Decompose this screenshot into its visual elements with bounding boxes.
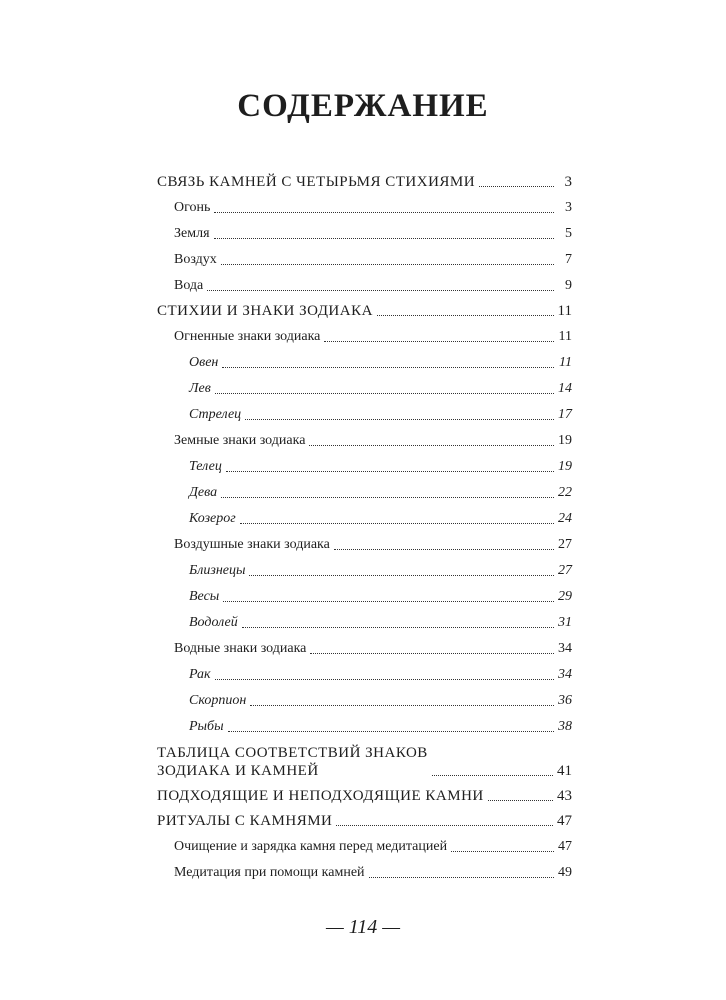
toc-entry-page: 47	[558, 839, 572, 854]
toc-entry-page: 7	[565, 252, 572, 267]
toc-entry-page: 43	[557, 788, 572, 804]
toc-entry-page: 17	[558, 407, 572, 422]
toc-entry	[157, 805, 572, 830]
toc-entry-title: Вода	[174, 278, 204, 293]
toc-entry-page: 14	[558, 381, 572, 396]
toc-entry	[157, 295, 572, 320]
toc-entry	[157, 424, 572, 450]
toc-entry-page: 11	[557, 303, 572, 319]
dot-leader	[451, 851, 554, 852]
dot-leader	[226, 471, 554, 472]
toc-entry-title: Водолей	[189, 615, 238, 630]
toc-entry-title: СТИХИИ И ЗНАКИ ЗОДИАКА	[157, 303, 373, 319]
toc-entry-title: Медитация при помощи камней	[174, 865, 365, 880]
toc-entry-page: 11	[558, 329, 572, 344]
toc-entry-page: 5	[565, 226, 572, 241]
toc-entry-title: Огонь	[174, 200, 211, 215]
toc-entry-page: 47	[557, 813, 572, 829]
toc-entry-page: 49	[558, 865, 572, 880]
toc-entry	[157, 554, 572, 580]
dot-leader	[215, 393, 554, 394]
dot-leader	[310, 653, 554, 654]
dot-leader	[245, 419, 554, 420]
toc-entry	[157, 320, 572, 346]
dot-leader	[369, 877, 554, 878]
toc-entry-title: Огненные знаки зодиака	[174, 329, 321, 344]
toc-entry	[157, 580, 572, 606]
toc-entry-page: 27	[558, 563, 572, 578]
toc-entry	[157, 632, 572, 658]
toc-entry-title: Земные знаки зодиака	[174, 433, 306, 448]
dot-leader	[221, 497, 554, 498]
table-of-contents	[157, 166, 572, 882]
toc-entry-title-line1: ТАБЛИЦА СООТВЕТСТВИЙ ЗНАКОВ	[157, 745, 428, 761]
dot-leader	[250, 705, 554, 706]
toc-entry-page: 29	[558, 589, 572, 604]
page-number: — 114 —	[325, 916, 401, 938]
toc-entry-title: Козерог	[189, 511, 236, 526]
toc-entry-title: Воздух	[174, 252, 217, 267]
toc-entry-title: Овен	[189, 355, 219, 370]
dot-leader	[207, 290, 554, 291]
toc-entry-title: Земля	[174, 226, 210, 241]
toc-entry-page: 38	[558, 719, 572, 734]
toc-entry-title: СВЯЗЬ КАМНЕЙ С ЧЕТЫРЬМЯ СТИХИЯМИ	[157, 174, 476, 190]
toc-entry-title: Рак	[189, 667, 211, 682]
dot-leader	[309, 445, 554, 446]
dot-leader	[488, 800, 553, 801]
toc-entry	[157, 830, 572, 856]
toc-entry-page: 34	[558, 641, 572, 656]
toc-entry	[157, 269, 572, 295]
toc-entry	[157, 217, 572, 243]
dot-leader	[242, 627, 554, 628]
toc-entry	[157, 856, 572, 882]
toc-entry-page: 22	[558, 485, 572, 500]
toc-entry-title	[157, 744, 430, 780]
toc-entry	[157, 502, 572, 528]
toc-entry-title: РИТУАЛЫ С КАМНЯМИ	[157, 813, 333, 829]
toc-entry-page: 3	[564, 174, 572, 190]
dot-leader	[214, 212, 554, 213]
dot-leader	[324, 341, 554, 342]
toc-entry-page: 24	[558, 511, 572, 526]
toc-entry-title: Воздушные знаки зодиака	[174, 537, 330, 552]
toc-entry	[157, 606, 572, 632]
dot-leader	[249, 575, 554, 576]
toc-entry-title: Водные знаки зодиака	[174, 641, 307, 656]
dot-leader	[222, 367, 554, 368]
toc-entry	[157, 684, 572, 710]
dot-leader	[223, 601, 554, 602]
toc-entry	[157, 780, 572, 805]
dot-leader	[336, 825, 553, 826]
toc-entry-title: Дева	[189, 485, 218, 500]
toc-entry-title: Стрелец	[189, 407, 242, 422]
toc-entry	[157, 528, 572, 554]
toc-entry-title: Рыбы	[189, 719, 224, 734]
dot-leader	[240, 523, 554, 524]
dot-leader	[432, 775, 553, 776]
toc-entry	[157, 450, 572, 476]
toc-entry	[157, 372, 572, 398]
dot-leader	[221, 264, 554, 265]
toc-entry-page: 27	[558, 537, 572, 552]
toc-entry-page: 3	[565, 200, 572, 215]
dot-leader	[228, 731, 554, 732]
toc-entry	[157, 346, 572, 372]
toc-entry-page: 36	[558, 693, 572, 708]
dot-leader	[214, 238, 554, 239]
page-title: СОДЕРЖАНИЕ	[237, 88, 489, 124]
toc-entry	[157, 191, 572, 217]
toc-entry	[157, 710, 572, 736]
toc-entry-title: Близнецы	[189, 563, 246, 578]
toc-entry-page: 31	[558, 615, 572, 630]
dot-leader	[215, 679, 554, 680]
toc-entry-title-line2: ЗОДИАКА И КАМНЕЙ	[157, 763, 319, 779]
toc-entry-title: Очищение и зарядка камня перед медитацией	[174, 839, 448, 854]
toc-entry-title: Телец	[189, 459, 222, 474]
toc-entry	[157, 398, 572, 424]
toc-entry-page: 19	[558, 433, 572, 448]
toc-entry-page: 41	[557, 763, 572, 779]
toc-entry-page: 19	[558, 459, 572, 474]
toc-entry	[157, 476, 572, 502]
dot-leader	[479, 186, 554, 187]
toc-entry	[157, 736, 572, 780]
toc-entry-title: ПОДХОДЯЩИЕ И НЕПОДХОДЯЩИЕ КАМНИ	[157, 788, 484, 804]
toc-entry	[157, 658, 572, 684]
toc-entry	[157, 166, 572, 191]
dot-leader	[334, 549, 554, 550]
toc-entry-page: 9	[565, 278, 572, 293]
toc-entry-title: Весы	[189, 589, 220, 604]
toc-entry-title: Лев	[189, 381, 211, 396]
toc-entry-page: 11	[559, 355, 572, 370]
toc-entry	[157, 243, 572, 269]
dot-leader	[377, 315, 554, 316]
toc-entry-page: 34	[558, 667, 572, 682]
toc-entry-title: Скорпион	[189, 693, 247, 708]
